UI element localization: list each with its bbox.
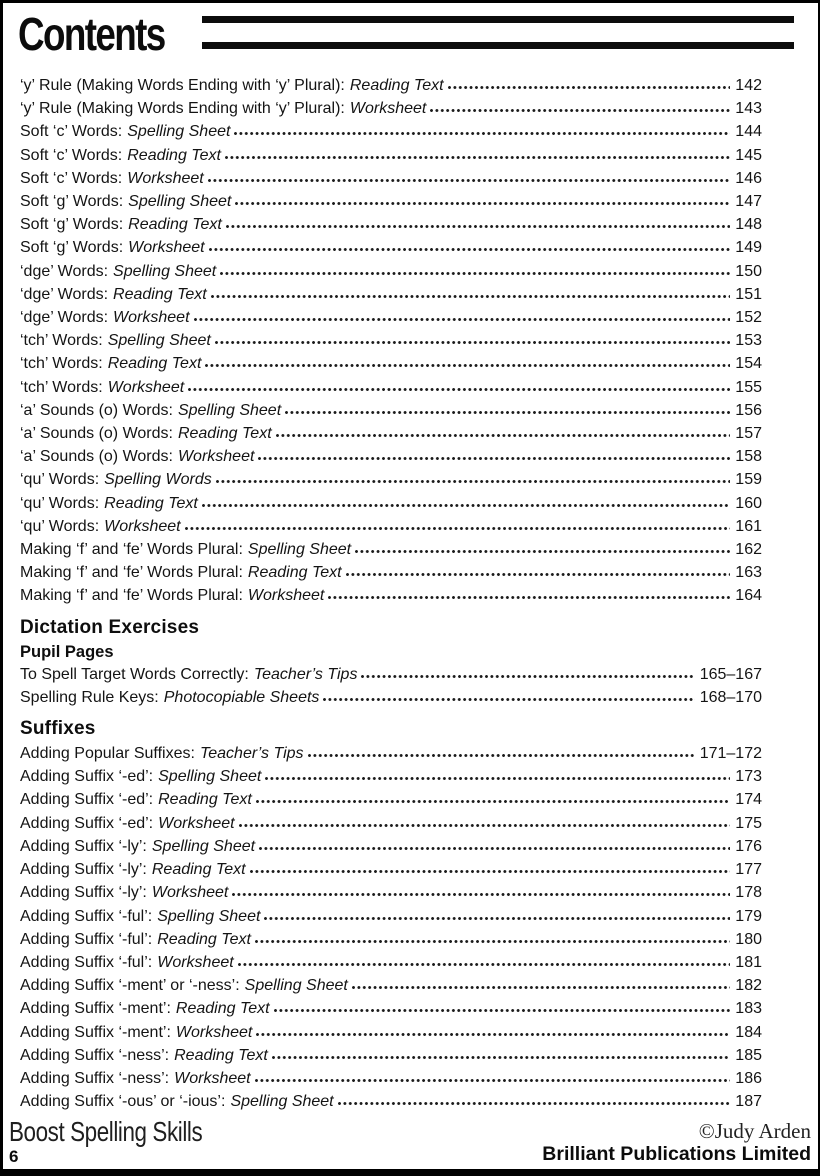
toc-entry-subtitle: Reading Text [177, 425, 272, 443]
section-heading: Dictation Exercises [20, 616, 200, 638]
toc-entry-page: 151 [735, 285, 762, 303]
toc-entry-page: 159 [735, 471, 762, 489]
dot-leader [194, 310, 731, 322]
toc-entry-page: 177 [735, 861, 762, 879]
toc-entry-page: 145 [735, 146, 762, 164]
page-footer [9, 1117, 811, 1166]
toc-entry [20, 422, 762, 445]
toc-entry-label: Soft ‘c’ Words: [20, 146, 123, 164]
dot-leader [274, 1001, 731, 1013]
toc-entry [20, 167, 762, 190]
dot-leader [272, 1048, 730, 1060]
toc-entry-page: 175 [735, 814, 762, 832]
footer-left [9, 1117, 251, 1166]
toc-entry [20, 584, 762, 607]
toc-entry-subtitle: Spelling Sheet [230, 1093, 334, 1111]
title-rules [202, 16, 794, 49]
toc-entry [20, 260, 762, 283]
section-heading: Suffixes [20, 718, 96, 740]
toc-entry-page: 152 [735, 309, 762, 327]
footer-right [542, 1120, 811, 1166]
toc-entry-page: 168–170 [699, 688, 762, 706]
toc-entry [20, 399, 762, 422]
toc-entry-label: Soft ‘g’ Words: [20, 216, 124, 234]
toc-entry [20, 1090, 762, 1113]
toc-entry-page: 160 [735, 494, 762, 512]
toc-entry [20, 974, 762, 997]
toc-entry-page: 174 [735, 791, 762, 809]
toc-entry-subtitle: Reading Text [104, 494, 198, 512]
toc-entry-subtitle: Spelling Sheet [244, 977, 348, 995]
toc-entry-label: Adding Suffix ‘-ment’: [20, 1023, 171, 1041]
toc-entry-subtitle: Spelling Sheet [128, 193, 232, 211]
dot-leader [216, 472, 731, 484]
toc-entry-label: Adding Popular Suffixes: [20, 745, 195, 763]
toc-entry [20, 905, 762, 928]
toc-entry-label: Adding Suffix ‘-ly’: [20, 884, 147, 902]
toc-entry [20, 515, 762, 538]
toc-entry-page: 149 [735, 239, 762, 257]
toc-entry-label: Soft ‘g’ Words: [20, 239, 124, 257]
toc-entry-label: ‘qu’ Words: [20, 517, 100, 535]
dot-leader [255, 932, 730, 944]
toc-entry-subtitle: Worksheet [177, 448, 255, 466]
toc-entry-page: 146 [735, 169, 762, 187]
toc-entry-page: 165–167 [699, 665, 762, 683]
toc-entry-label: Adding Suffix ‘-ful’: [20, 907, 153, 925]
toc-entry [20, 1044, 762, 1067]
toc-entry-subtitle: Spelling Sheet [158, 768, 262, 786]
dot-leader [259, 839, 730, 851]
toc-entry-subtitle: Reading Text [157, 930, 251, 948]
toc-entry-subtitle: Worksheet [247, 587, 325, 605]
toc-entry-label: Making ‘f’ and ‘fe’ Words Plural: [20, 564, 243, 582]
dot-leader [285, 403, 730, 415]
toc-entry [20, 928, 762, 951]
toc-entry-page: 178 [735, 884, 762, 902]
toc-entry-page: 142 [735, 77, 762, 94]
toc-entry [20, 812, 762, 835]
dot-leader [338, 1094, 731, 1106]
toc-entry [20, 190, 762, 213]
toc-entry [20, 765, 762, 788]
dot-leader [265, 769, 730, 781]
dot-leader [276, 426, 731, 438]
toc-entry [20, 283, 762, 306]
table-of-contents [20, 74, 762, 1113]
bottom-rule [0, 1169, 820, 1176]
toc-entry-label: ‘a’ Sounds (o) Words: [20, 425, 173, 443]
toc-entry-page: 163 [735, 564, 762, 582]
toc-entry-subtitle: Spelling Sheet [177, 401, 282, 419]
dot-leader [202, 496, 730, 508]
toc-entry-label: Adding Suffix ‘-ful’: [20, 930, 153, 948]
title-rule-top [202, 16, 794, 23]
toc-entry [20, 538, 762, 561]
toc-entry-label: Adding Suffix ‘-ment’: [20, 1000, 171, 1018]
toc-entry-subtitle: Worksheet [175, 1023, 253, 1041]
toc-entry-page: 186 [735, 1069, 762, 1087]
toc-entry-subtitle: Worksheet [113, 309, 190, 327]
toc-entry [20, 561, 762, 584]
toc-entry [20, 1067, 762, 1090]
toc-entry [20, 686, 762, 709]
toc-entry [20, 329, 762, 352]
toc-entry-page: 185 [735, 1046, 762, 1064]
toc-entry [20, 445, 762, 468]
toc-entry [20, 835, 762, 858]
toc-entry-label: Adding Suffix ‘-ful’: [20, 953, 153, 971]
toc-entry-page: 181 [735, 953, 762, 971]
toc-entry-subtitle: Worksheet [127, 169, 204, 187]
toc-entry-page: 180 [735, 930, 762, 948]
toc-entry-subtitle: Worksheet [151, 884, 229, 902]
toc-entry-label: Spelling Rule Keys: [20, 688, 159, 706]
toc-entry-subtitle: Worksheet [174, 1069, 251, 1087]
toc-entry-page: 187 [735, 1093, 762, 1111]
toc-entry-subtitle: Spelling Sheet [107, 332, 211, 350]
dot-leader [352, 978, 730, 990]
dot-leader [258, 449, 730, 461]
dot-leader [234, 124, 730, 136]
toc-entry-page: 164 [735, 587, 762, 605]
toc-entry-subtitle: Reading Text [128, 216, 222, 234]
toc-entry-label: ‘tch’ Words: [20, 355, 103, 373]
toc-entry-page: 161 [735, 517, 762, 535]
toc-entry-page: 157 [735, 425, 762, 443]
dot-leader [264, 909, 730, 921]
dot-leader [256, 792, 730, 804]
toc-entry-subtitle: Spelling Sheet [127, 123, 231, 141]
toc-entry-subtitle: Reading Text [113, 285, 207, 303]
dot-leader [239, 816, 731, 828]
dot-leader [220, 264, 730, 276]
dot-leader [238, 955, 731, 967]
toc-entry [20, 306, 762, 329]
toc-entry-label: Adding Suffix ‘-ly’: [20, 861, 147, 879]
toc-entry-label: ‘dge’ Words: [20, 309, 109, 327]
dot-leader [232, 885, 730, 897]
toc-entry-page: 162 [735, 541, 762, 559]
toc-entry-page: 144 [735, 123, 762, 141]
toc-entry-page: 143 [735, 100, 762, 118]
dot-leader [226, 217, 730, 229]
dot-leader [355, 542, 730, 554]
dot-leader [185, 519, 731, 531]
toc-entry-subtitle: Reading Text [127, 146, 221, 164]
toc-entry-page: 183 [735, 1000, 762, 1018]
toc-entry-subtitle: Spelling Sheet [157, 907, 261, 925]
toc-entry [20, 1021, 762, 1044]
toc-entry-subtitle: Spelling Sheet [247, 541, 352, 559]
section-subheading: Pupil Pages [20, 642, 114, 661]
page-title: Contents [18, 8, 165, 60]
toc-entry [20, 742, 762, 765]
dot-leader [215, 333, 730, 345]
toc-entry-page: 158 [735, 448, 762, 466]
toc-entry-subtitle: Reading Text [349, 77, 444, 94]
toc-entry-label: Soft ‘c’ Words: [20, 123, 123, 141]
footer-page-number: 6 [9, 1147, 19, 1166]
toc-entry [20, 663, 762, 686]
toc-entry-page: 179 [735, 907, 762, 925]
toc-entry-label: ‘qu’ Words: [20, 471, 100, 489]
toc-entry-label: Adding Suffix ‘-ed’: [20, 814, 154, 832]
toc-entry-label: Adding Suffix ‘-ment’ or ‘-ness’: [20, 977, 240, 995]
toc-entry [20, 881, 762, 904]
toc-entry-subtitle: Reading Text [247, 564, 342, 582]
toc-entry [20, 120, 762, 143]
toc-entry-label: Soft ‘g’ Words: [20, 193, 124, 211]
toc-entry [20, 492, 762, 515]
toc-entry-subtitle: Worksheet [128, 239, 205, 257]
toc-entry-label: Adding Suffix ‘-ness’: [20, 1069, 170, 1087]
toc-entry-label: ‘a’ Sounds (o) Words: [20, 401, 173, 419]
toc-entry-subtitle: Spelling Sheet [151, 837, 256, 855]
toc-entry-subtitle: Worksheet [104, 517, 181, 535]
toc-entry-subtitle: Worksheet [158, 814, 235, 832]
toc-entry-page: 154 [735, 355, 762, 373]
dot-leader [308, 746, 695, 758]
dot-leader [208, 171, 731, 183]
toc-entry-label: ‘tch’ Words: [20, 378, 103, 396]
toc-entry [20, 236, 762, 259]
toc-entry-subtitle: Teacher’s Tips [253, 665, 358, 683]
toc-entry [20, 213, 762, 236]
toc-entry-subtitle: Reading Text [107, 355, 202, 373]
toc-entry-page: 147 [735, 193, 762, 211]
toc-entry-subtitle: Photocopiable Sheets [163, 688, 320, 706]
title-rule-bottom [202, 42, 794, 49]
dot-leader [205, 356, 730, 368]
toc-entry-label: ‘dge’ Words: [20, 285, 109, 303]
toc-entry-subtitle: Worksheet [107, 378, 185, 396]
copyright-notice: ©Judy Arden [698, 1119, 811, 1143]
publisher-name: Brilliant Publications Limited [542, 1143, 811, 1165]
dot-leader [209, 240, 731, 252]
toc-entry-label: Adding Suffix ‘-ly’: [20, 837, 147, 855]
toc-entry-page: 155 [735, 378, 762, 396]
dot-leader [346, 565, 731, 577]
toc-entry-label: ‘qu’ Words: [20, 494, 100, 512]
toc-entry-label: ‘tch’ Words: [20, 332, 103, 350]
toc-entry-subtitle: Reading Text [151, 861, 246, 879]
dot-leader [448, 78, 731, 90]
toc-entry [20, 858, 762, 881]
toc-entry-subtitle: Reading Text [158, 791, 252, 809]
toc-entry [20, 376, 762, 399]
toc-entry-page: 182 [735, 977, 762, 995]
toc-entry-subtitle: Worksheet [349, 100, 427, 118]
toc-entry-label: Adding Suffix ‘-ed’: [20, 791, 154, 809]
toc-entry-label: Adding Suffix ‘-ous’ or ‘-ious’: [20, 1093, 226, 1111]
toc-entry [20, 74, 762, 97]
toc-entry-page: 148 [735, 216, 762, 234]
dot-leader [250, 862, 731, 874]
toc-entry-subtitle: Reading Text [174, 1046, 268, 1064]
toc-entry-page: 176 [735, 837, 762, 855]
dot-leader [430, 101, 730, 113]
toc-entry-label: ‘dge’ Words: [20, 262, 109, 280]
toc-entry [20, 951, 762, 974]
toc-entry-label: ‘y’ Rule (Making Words Ending with ‘y’ Plural): [20, 100, 345, 118]
toc-entry-page: 173 [735, 768, 762, 786]
toc-entry-label: ‘a’ Sounds (o) Words: [20, 448, 173, 466]
toc-entry-subtitle: Spelling Words [104, 471, 212, 489]
toc-entry-label: To Spell Target Words Correctly: [20, 665, 249, 683]
toc-entry-page: 156 [735, 401, 762, 419]
dot-leader [211, 287, 731, 299]
toc-entry-subtitle: Teacher’s Tips [199, 745, 304, 763]
toc-entry-subtitle: Spelling Sheet [113, 262, 217, 280]
toc-entry [20, 144, 762, 167]
toc-entry-label: Making ‘f’ and ‘fe’ Words Plural: [20, 541, 243, 559]
dot-leader [255, 1071, 731, 1083]
toc-entry-label: Adding Suffix ‘-ness’: [20, 1046, 170, 1064]
toc-entry [20, 997, 762, 1020]
dot-leader [235, 194, 730, 206]
toc-entry-page: 150 [735, 262, 762, 280]
toc-entry-label: Making ‘f’ and ‘fe’ Words Plural: [20, 587, 243, 605]
toc-entry-label: ‘y’ Rule (Making Words Ending with ‘y’ Plural): [20, 77, 345, 94]
toc-entry-label: Soft ‘c’ Words: [20, 169, 123, 187]
toc-entry [20, 468, 762, 491]
dot-leader [323, 690, 694, 702]
dot-leader [225, 148, 730, 160]
toc-entry [20, 97, 762, 120]
toc-entry [20, 352, 762, 375]
toc-entry [20, 788, 762, 811]
toc-entry-page: 171–172 [699, 745, 762, 763]
page-header [3, 3, 818, 67]
dot-leader [361, 667, 694, 679]
dot-leader [328, 588, 730, 600]
toc-entry-label: Adding Suffix ‘-ed’: [20, 768, 154, 786]
book-title: Boost Spelling Skills [9, 1116, 203, 1147]
toc-entry-subtitle: Reading Text [175, 1000, 270, 1018]
toc-entry-subtitle: Worksheet [157, 953, 234, 971]
dot-leader [188, 380, 730, 392]
toc-entry-page: 184 [735, 1023, 762, 1041]
toc-entry-page: 153 [735, 332, 762, 350]
dot-leader [256, 1025, 730, 1037]
